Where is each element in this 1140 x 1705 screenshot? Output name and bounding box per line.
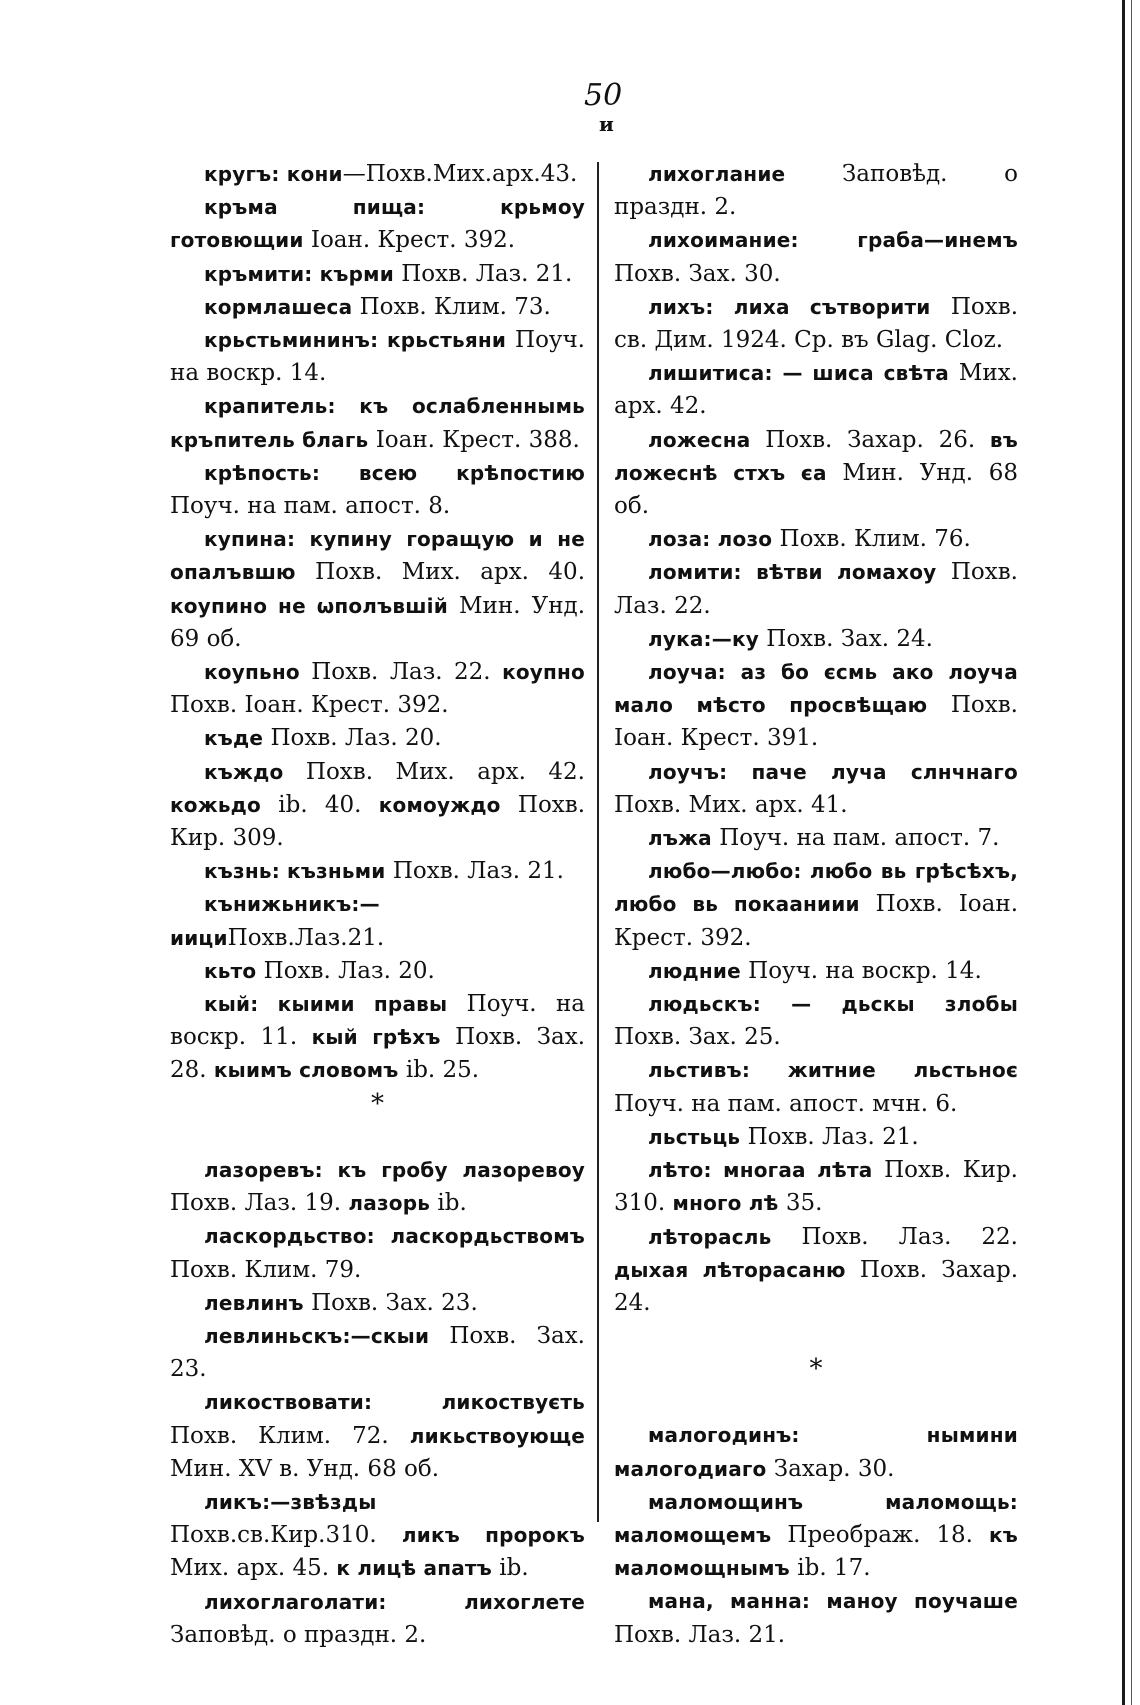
reference: —Похв.Мих.арх.43. xyxy=(342,161,578,187)
headword: кръма пища: крьмоу готовющии xyxy=(170,195,585,253)
reference: Похв. Кир. 310. xyxy=(614,1157,1018,1217)
reference: Похв. Мих. арх. 41. xyxy=(614,791,848,818)
headword: кънижьникъ:—иици xyxy=(170,892,380,950)
entry xyxy=(170,191,585,257)
headword: лазорь xyxy=(348,1191,431,1216)
headword: людние xyxy=(648,958,741,983)
entry xyxy=(170,722,585,755)
reference: ib. xyxy=(499,1555,529,1582)
entry xyxy=(170,1486,585,1586)
reference: Преображ. 18. xyxy=(787,1521,973,1548)
entry xyxy=(170,324,585,390)
headword: мана, манна: маноу поучаше xyxy=(648,1589,1018,1614)
reference: Похв. Лаз. 22. xyxy=(801,1223,1018,1250)
entry xyxy=(614,1419,1018,1485)
entry xyxy=(170,1320,585,1386)
headword: ломити: вѣтви ломахоу xyxy=(648,560,937,585)
headword: къ маломощнымъ xyxy=(614,1522,1018,1581)
headword: кожьдо xyxy=(170,792,261,817)
entry xyxy=(170,888,585,954)
entry xyxy=(170,158,585,191)
entry xyxy=(614,1154,1018,1220)
reference: ib. xyxy=(437,1190,467,1217)
reference: Іоан. Крест. 388. xyxy=(375,426,580,453)
reference: Мин. XV в. Унд. 68 об. xyxy=(170,1455,440,1482)
page-edge-rule xyxy=(1122,0,1125,1705)
reference: Похв. Зах. 23. xyxy=(311,1289,478,1316)
left-column xyxy=(170,158,585,1652)
entry xyxy=(170,523,585,656)
reference: Похв. Кир. 309. xyxy=(170,791,586,852)
headword: въ ложеснѣ стхъ єа xyxy=(614,427,1018,485)
reference: Похв. Лаз. 22. xyxy=(311,659,491,686)
headword: коупьно xyxy=(204,660,300,685)
headword: крьстьмининъ: крьстьяни xyxy=(204,328,507,353)
headword: любо—любо: любо вь грѣсѣхъ, любо вь покааниии xyxy=(614,859,1018,917)
entry xyxy=(614,623,1018,656)
reference: ib. 25. xyxy=(405,1057,480,1084)
reference: Похв.Лаз.21. xyxy=(227,924,385,951)
headword: малогодинъ: нымини малогодиаго xyxy=(614,1423,1018,1481)
reference: Поуч. на воскр. 14. xyxy=(748,957,982,984)
headword: ликъ пророкъ xyxy=(401,1523,585,1548)
reference: Похв. Лаз. 21. xyxy=(401,260,573,287)
headword: къде xyxy=(204,726,264,751)
entry xyxy=(614,1585,1018,1651)
headword: лука:—ку xyxy=(648,626,759,651)
headword: к лицѣ апатъ xyxy=(336,1556,492,1581)
entry xyxy=(614,291,1018,357)
entry xyxy=(614,224,1018,290)
reference: 35. xyxy=(785,1190,823,1217)
reference: Похв. Мих. арх. 40. xyxy=(315,559,586,586)
headword: лѣто: многаа лѣта xyxy=(648,1158,873,1183)
entry xyxy=(170,390,585,456)
section-separator: * xyxy=(371,1088,384,1119)
headword: дыхая лѣторасаню xyxy=(614,1257,846,1282)
reference: Мин. Унд. 69 об. xyxy=(170,592,586,652)
headword: левлиньскъ:—скыи xyxy=(204,1323,430,1348)
headword: къзнь: къзньми xyxy=(204,859,386,884)
reference: Поуч. на воскр. 11. xyxy=(170,991,586,1051)
headword: лоучъ: паче луча слнчнаго xyxy=(648,759,1018,784)
headword: лазоревъ: къ гробу лазоревоу xyxy=(204,1157,585,1182)
headword: ликоствовати: ликоствуєть xyxy=(204,1390,585,1415)
headword: лъжа xyxy=(648,826,712,851)
reference: Поуч. на пам. апост. 7. xyxy=(719,825,1000,852)
reference: ib. 40. xyxy=(278,791,362,818)
reference: Похв. Зах. 24. xyxy=(766,625,933,652)
reference: Похв. Клим. 73. xyxy=(359,293,551,320)
entry xyxy=(170,955,585,988)
headword: купина: купину горащую и не опалъвшю xyxy=(170,527,585,585)
reference: Поуч. на пам. апост. мчн. 6. xyxy=(614,1090,958,1117)
reference: Похв. Лаз. 21. xyxy=(392,858,564,885)
reference: Заповѣд. о праздн. 2. xyxy=(170,1621,427,1648)
reference: Похв. Іоан. Крест. 391. xyxy=(614,692,1018,752)
entry xyxy=(170,656,585,722)
reference: Похв. Захар. 26. xyxy=(765,426,976,453)
headword: левлинъ xyxy=(204,1290,304,1315)
entry xyxy=(170,855,585,888)
reference: Поуч. на пам. апост. 8. xyxy=(170,493,451,520)
column-divider xyxy=(597,162,599,1522)
section-separator: * xyxy=(809,1354,823,1385)
headword: ласкордьство: ласкордьствомъ xyxy=(204,1224,585,1249)
headword: лихъ: лиха сътворити xyxy=(648,294,931,319)
entry xyxy=(614,1486,1018,1586)
reference: Похв. Лаз. 22. xyxy=(614,559,1018,619)
headword: коупно xyxy=(502,660,585,685)
reference: Захар. 30. xyxy=(773,1455,895,1482)
headword: лихоглание xyxy=(648,162,786,186)
headword: лихоглаголати: лихоглете xyxy=(204,1589,585,1614)
entry xyxy=(614,656,1018,756)
headword: кыимъ словомъ xyxy=(213,1058,399,1083)
reference: Похв. Зах. 28. xyxy=(170,1024,585,1084)
headword: кый грѣхъ xyxy=(311,1025,441,1050)
entry xyxy=(170,1386,585,1486)
headword: кругъ: кони xyxy=(204,162,343,186)
headword: комоуждо xyxy=(378,792,501,817)
entry xyxy=(170,1287,585,1320)
reference: Іоан. Крест. 392. xyxy=(310,227,516,254)
reference: Похв. Зах. 23. xyxy=(170,1322,585,1383)
headword: ликъ:—звѣзды xyxy=(204,1489,377,1514)
headword: кьто xyxy=(204,958,257,983)
entry xyxy=(614,855,1018,955)
reference: Мих. арх. 42. xyxy=(614,360,1018,420)
headword: льстивъ: житние льстьноє xyxy=(648,1058,1018,1083)
reference: Похв. Захар. 24. xyxy=(614,1256,1018,1316)
headword: лоза: лозо xyxy=(648,527,773,552)
reference: Похв. Лаз. 20. xyxy=(270,725,442,752)
entry xyxy=(170,756,585,856)
reference: Похв. Клим. 72. xyxy=(170,1422,389,1449)
entry xyxy=(170,1154,585,1220)
reference: Мин. Унд. 68 об. xyxy=(614,459,1018,520)
headword: ликьствоующе xyxy=(409,1423,586,1448)
reference: Похв.св.Кир.310. xyxy=(170,1522,377,1549)
entry xyxy=(614,357,1018,423)
reference: Похв. Зах. 25. xyxy=(614,1024,781,1051)
reference: Заповѣд. о праздн. 2. xyxy=(614,161,1018,221)
reference: Похв. Лаз. 21. xyxy=(614,1621,786,1648)
reference: Похв. Іоан. Крест. 392. xyxy=(614,891,1019,951)
reference: Поуч. на воскр. 14. xyxy=(170,327,585,387)
entry xyxy=(614,1121,1018,1154)
headword: лоуча: аз бо єсмь ако лоуча мало мѣсто просвѣщаю xyxy=(614,660,1018,718)
headword: коупино не ѡполъвшій xyxy=(170,593,448,618)
reference: ib. 17. xyxy=(797,1555,871,1582)
page-edge-rule-thin xyxy=(1131,0,1132,1705)
entry xyxy=(170,988,585,1088)
entry xyxy=(170,1586,585,1652)
reference: Похв. св. Дим. 1924. Ср. въ Glag. Cloz. xyxy=(614,293,1019,354)
entry xyxy=(614,955,1018,988)
entry xyxy=(614,1054,1018,1120)
reference: Похв. Лаз. 20. xyxy=(263,957,435,984)
entry xyxy=(170,1220,585,1286)
reference: Похв. Клим. 76. xyxy=(779,526,971,553)
entry xyxy=(614,556,1018,622)
headword: маломощинъ маломощь: маломощемъ xyxy=(614,1489,1018,1547)
reference: Похв. Лаз. 19. xyxy=(170,1190,342,1217)
headword: крѣпость: всею крѣпостию xyxy=(204,460,585,485)
entry xyxy=(170,291,585,324)
headword: людьскъ: — дьскы злобы xyxy=(648,992,1018,1017)
entry xyxy=(614,158,1018,224)
headword: кый: кыими правы xyxy=(204,992,448,1017)
page-number: 50 xyxy=(584,78,623,113)
entry xyxy=(170,457,585,523)
signature-mark: и xyxy=(599,112,614,136)
entry xyxy=(614,822,1018,855)
entry xyxy=(614,756,1018,822)
headword: льстьць xyxy=(648,1124,741,1149)
headword: много лѣ xyxy=(672,1191,779,1216)
entry xyxy=(170,258,585,291)
headword: ложесна xyxy=(648,427,751,452)
headword: крапитель: къ ослабленнымь кръпитель благь xyxy=(170,394,585,452)
reference: Похв. Клим. 79. xyxy=(170,1256,362,1283)
headword: лишитиса: — шиса свѣта xyxy=(648,361,949,386)
entry xyxy=(614,424,1018,524)
headword: кормлашеса xyxy=(204,294,353,319)
entry xyxy=(614,988,1018,1054)
right-column xyxy=(614,158,1018,1652)
headword: кръмити: кърми xyxy=(204,261,394,286)
reference: Мих. арх. 45. xyxy=(170,1555,330,1582)
reference: Похв. Іоан. Крест. 392. xyxy=(170,692,449,719)
headword: къждо xyxy=(204,759,284,784)
reference: Похв. Мих. арх. 42. xyxy=(305,758,585,785)
entry xyxy=(614,1221,1018,1321)
reference: Похв. Лаз. 21. xyxy=(747,1123,919,1150)
headword: лихоимание: граба—инемъ xyxy=(648,228,1018,253)
entry xyxy=(614,523,1018,556)
headword: лѣторасль xyxy=(648,1224,772,1249)
reference: Похв. Зах. 30. xyxy=(614,260,781,287)
